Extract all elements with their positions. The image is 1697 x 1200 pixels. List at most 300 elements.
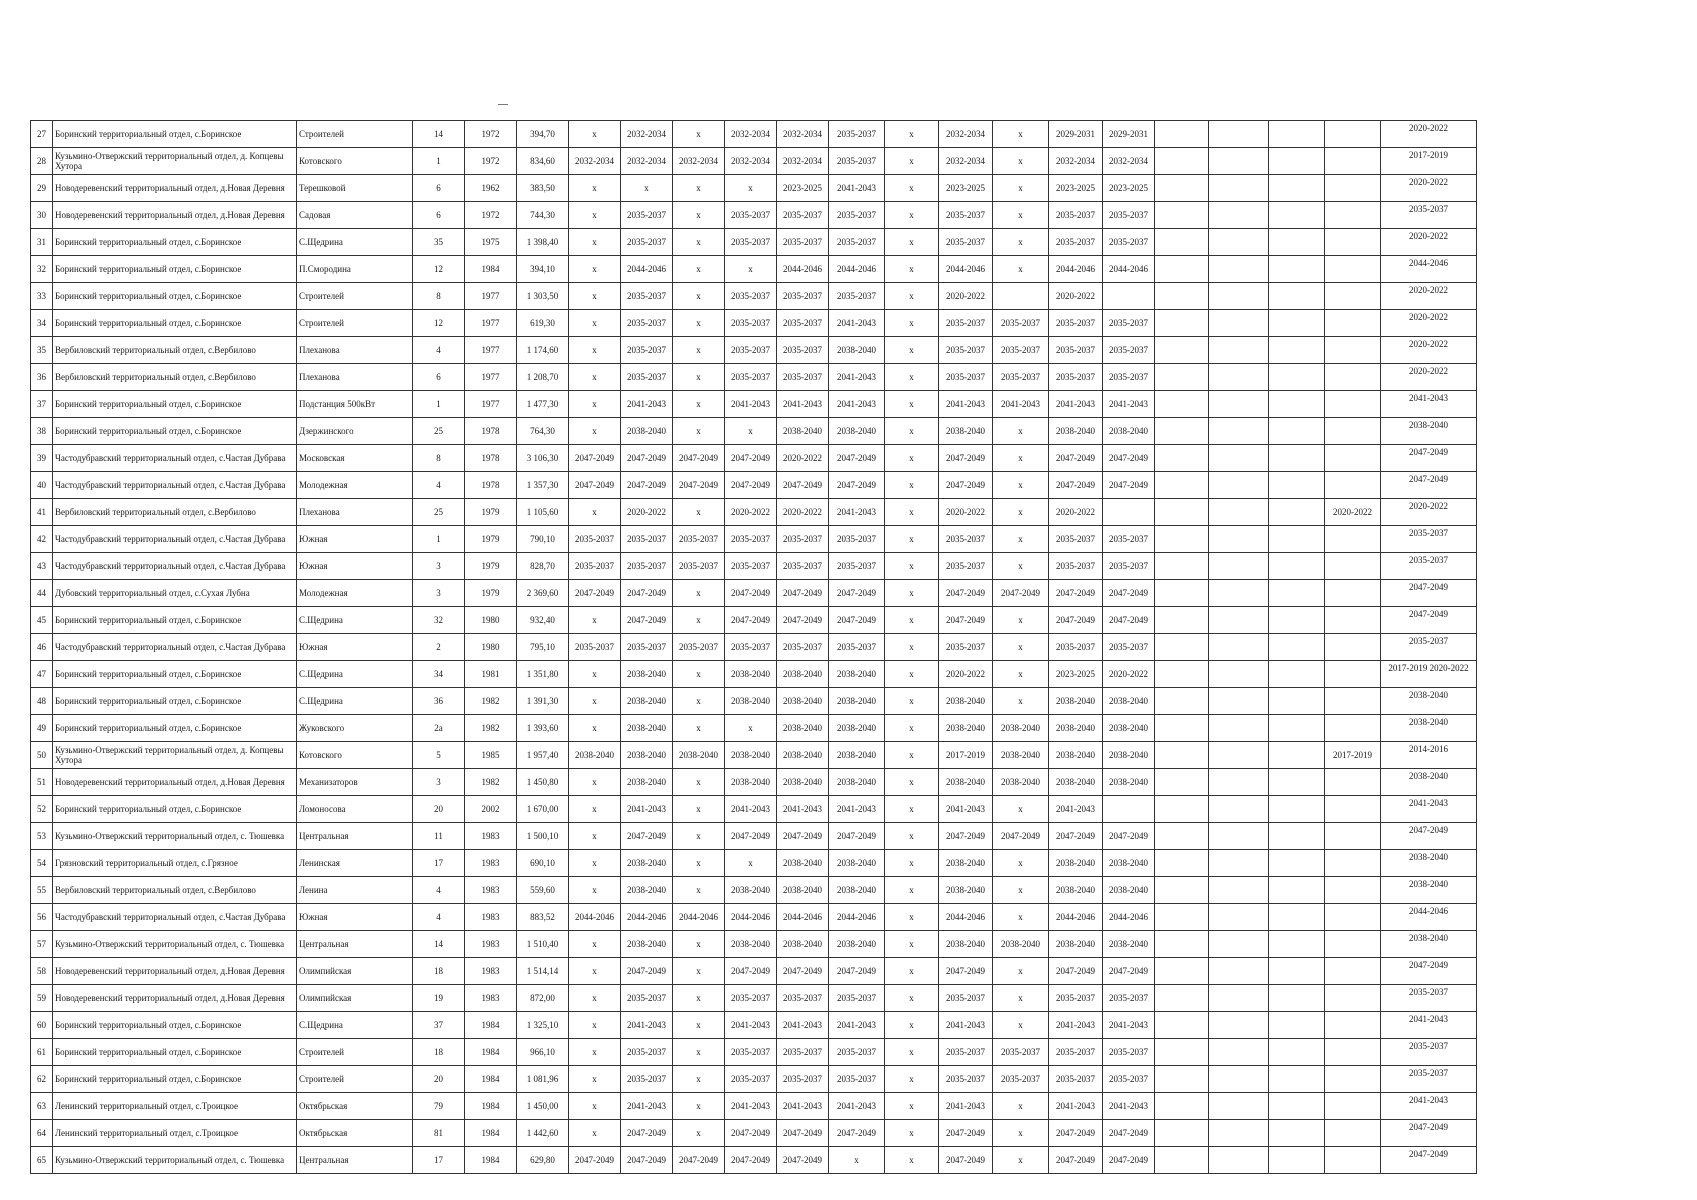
table-cell: Молодежная [297,580,413,607]
table-cell: х [885,1147,939,1174]
table-cell: 2035-2037 [569,526,621,553]
table-cell: 2035-2037 [1049,1066,1103,1093]
table-cell: 2041-2043 [829,499,885,526]
table-cell: 59 [31,985,53,1012]
table-cell: 25 [413,418,465,445]
table-row [31,985,1477,1012]
table-cell [1269,391,1325,418]
table-cell: 35 [31,337,53,364]
table-cell [1209,958,1269,985]
table-cell [1209,256,1269,283]
table-cell: 2038-2040 [1049,418,1103,445]
table-cell: 2035-2037 [621,310,673,337]
table-cell: х [569,310,621,337]
table-row [31,850,1477,877]
table-cell: 2038-2040 [1049,850,1103,877]
table-cell: х [885,1093,939,1120]
table-cell: 2047-2049 [1381,1120,1477,1147]
table-cell: Ленинский территориальный отдел, с.Троицкое [53,1120,297,1147]
table-cell: х [673,229,725,256]
table-cell: х [885,1039,939,1066]
table-cell: 2044-2046 [725,904,777,931]
table-cell: 2038-2040 [1381,688,1477,715]
table-cell: 50 [31,742,53,769]
table-cell: 2032-2034 [673,148,725,175]
table-cell: 2044-2046 [777,904,829,931]
table-cell [1325,769,1381,796]
table-cell: х [673,337,725,364]
table-cell: 2020-2022 [1381,175,1477,202]
table-cell: 20 [413,796,465,823]
table-cell: Боринский территориальный отдел, с.Боринское [53,418,297,445]
table-cell: 2023-2025 [939,175,993,202]
table-cell: 34 [31,310,53,337]
table-cell: 2020-2022 [1381,499,1477,526]
table-cell [1155,607,1209,634]
table-cell [1155,823,1209,850]
table-cell: Кузьмино-Отвержский территориальный отдел, с. Тюшевка [53,1147,297,1174]
table-cell: 2047-2049 [725,958,777,985]
table-cell [1325,931,1381,958]
table-cell: 2035-2037 [777,310,829,337]
table-cell: 1 957,40 [517,742,569,769]
table-cell: 2044-2046 [939,256,993,283]
table-cell: 2044-2046 [1049,256,1103,283]
table-cell: 2047-2049 [569,580,621,607]
table-cell: 1984 [465,1012,517,1039]
table-cell: Боринский территориальный отдел, с.Боринское [53,607,297,634]
table-cell: Боринский территориальный отдел, с.Боринское [53,688,297,715]
table-cell: х [993,526,1049,553]
table-cell: Частодубравский территориальный отдел, с.Частая Дубрава [53,553,297,580]
table-cell [1155,364,1209,391]
table-cell: х [885,877,939,904]
table-cell: 2035-2037 [621,202,673,229]
table-cell: 2041-2043 [1049,1012,1103,1039]
table-cell: 2035-2037 [725,526,777,553]
table-cell: 2047-2049 [621,472,673,499]
table-cell: Боринский территориальный отдел, с.Боринское [53,1066,297,1093]
table-cell: 2047-2049 [621,607,673,634]
table-cell [1325,283,1381,310]
table-cell: 2038-2040 [1103,742,1155,769]
table-cell: 2047-2049 [1049,1147,1103,1174]
table-cell [1155,229,1209,256]
table-cell: 2032-2034 [777,148,829,175]
table-cell: 5 [413,742,465,769]
table-cell: 2035-2037 [939,364,993,391]
table-row [31,310,1477,337]
table-cell: 2035-2037 [621,229,673,256]
table-cell: х [885,634,939,661]
table-cell: х [993,1120,1049,1147]
table-cell [1155,472,1209,499]
table-cell [1325,553,1381,580]
table-cell: 2032-2034 [777,121,829,148]
table-cell: 1983 [465,931,517,958]
table-cell: Частодубравский территориальный отдел, с.Частая Дубрава [53,445,297,472]
table-cell: х [725,715,777,742]
table-cell: 1982 [465,688,517,715]
table-cell: 2017-2019 [939,742,993,769]
table-row [31,1120,1477,1147]
table-cell: 2035-2037 [725,634,777,661]
table-cell: 2047-2049 [829,580,885,607]
table-cell: 1977 [465,310,517,337]
table-cell: 1 477,30 [517,391,569,418]
table-cell: 2038-2040 [673,742,725,769]
table-cell: 1984 [465,1039,517,1066]
table-cell: 2047-2049 [1049,580,1103,607]
scan-mark [498,104,508,105]
table-cell: 2047-2049 [939,607,993,634]
table-cell: Южная [297,904,413,931]
table-cell: 2035-2037 [1103,526,1155,553]
table-cell: 2041-2043 [777,796,829,823]
table-cell: 1972 [465,202,517,229]
table-cell: 1 450,00 [517,1093,569,1120]
table-cell: 2047-2049 [1381,445,1477,472]
table-cell: х [993,472,1049,499]
table-cell: х [885,985,939,1012]
table-cell: 2038-2040 [621,931,673,958]
table-row [31,1147,1477,1174]
table-cell: 2035-2037 [1103,634,1155,661]
table-cell: 2044-2046 [1103,256,1155,283]
table-cell: 1972 [465,121,517,148]
table-cell: 2038-2040 [1103,931,1155,958]
table-cell: 1 450,80 [517,769,569,796]
table-cell: 2002 [465,796,517,823]
table-cell: 2038-2040 [777,688,829,715]
table-cell: 764,30 [517,418,569,445]
table-cell: 2041-2043 [621,391,673,418]
table-cell [1155,283,1209,310]
table-cell: 17 [413,1147,465,1174]
table-cell: 2038-2040 [777,931,829,958]
table-cell: Строителей [297,1039,413,1066]
table-cell: 2038-2040 [725,877,777,904]
table-cell [1325,148,1381,175]
table-cell: х [569,931,621,958]
table-cell [1209,877,1269,904]
table-cell: Октябрьская [297,1120,413,1147]
table-cell: С.Щедрина [297,607,413,634]
table-cell: 2035-2037 [725,310,777,337]
table-cell: 2035-2037 [621,1039,673,1066]
table-cell: х [569,1120,621,1147]
table-cell: 2038-2040 [621,850,673,877]
table-cell: 2047-2049 [725,580,777,607]
table-cell: 2035-2037 [1381,526,1477,553]
table-cell: х [885,202,939,229]
table-cell: 2038-2040 [1381,850,1477,877]
table-cell [1209,283,1269,310]
table-cell: 4 [413,337,465,364]
table-cell: 2020-2022 [1381,310,1477,337]
table-cell: х [885,229,939,256]
table-cell: 2038-2040 [1103,850,1155,877]
table-cell: Новодеревенский территориальный отдел, д.Новая Деревня [53,175,297,202]
table-cell: Московская [297,445,413,472]
table-cell: 2035-2037 [1103,202,1155,229]
table-cell: 2035-2037 [1103,229,1155,256]
table-cell: 2038-2040 [1049,877,1103,904]
table-cell: 1984 [465,1147,517,1174]
table-cell: х [569,337,621,364]
table-cell [1155,715,1209,742]
table-cell [1269,1120,1325,1147]
table-cell: 2035-2037 [939,553,993,580]
table-cell: х [569,1012,621,1039]
table-cell: 29 [31,175,53,202]
table-cell: х [993,688,1049,715]
table-cell: 2020-2022 [777,445,829,472]
table-cell [1155,1120,1209,1147]
table-cell: х [885,337,939,364]
table-cell [1269,256,1325,283]
table-cell: 1 391,30 [517,688,569,715]
table-cell: 40 [31,472,53,499]
table-cell: 2020-2022 [1325,499,1381,526]
table-cell: 2035-2037 [1103,1039,1155,1066]
table-cell: Южная [297,553,413,580]
table-cell: 39 [31,445,53,472]
table-cell: х [569,985,621,1012]
table-cell: х [673,256,725,283]
table-cell: 2038-2040 [939,931,993,958]
table-cell: 2047-2049 [621,1147,673,1174]
table-cell: 2041-2043 [939,1012,993,1039]
table-cell: 1 500,10 [517,823,569,850]
table-cell: Ломоносова [297,796,413,823]
table-cell: Частодубравский территориальный отдел, с.Частая Дубрава [53,526,297,553]
table-cell: 17 [413,850,465,877]
table-cell: Дубовский территориальный отдел, с.Сухая Лубна [53,580,297,607]
table-cell: 2047-2049 [829,823,885,850]
table-cell [1325,175,1381,202]
table-cell: 2035-2037 [621,553,673,580]
table-cell: 2038-2040 [1381,715,1477,742]
table-cell: 1972 [465,148,517,175]
table-cell: 2038-2040 [829,850,885,877]
table-cell [1209,553,1269,580]
table-cell: 2035-2037 [939,1066,993,1093]
table-cell [1269,823,1325,850]
table-cell: 2038-2040 [1381,418,1477,445]
table-cell [1269,985,1325,1012]
table-cell: Строителей [297,310,413,337]
table-cell: 2035-2037 [777,202,829,229]
table-cell: 3 [413,580,465,607]
table-cell: 2041-2043 [1381,391,1477,418]
table-cell [1209,445,1269,472]
table-cell [1209,499,1269,526]
table-cell: 2047-2049 [777,580,829,607]
table-cell [1103,796,1155,823]
table-cell: 2047-2049 [673,445,725,472]
table-cell: Ленина [297,877,413,904]
table-cell: х [885,904,939,931]
table-cell [1269,958,1325,985]
table-cell: 1984 [465,1066,517,1093]
table-cell: 2047-2049 [1049,823,1103,850]
table-cell [1209,634,1269,661]
table-cell: 2017-2019 [1325,742,1381,769]
table-cell: 2035-2037 [1049,202,1103,229]
table-cell: Боринский территориальный отдел, с.Боринское [53,283,297,310]
table-cell: 2038-2040 [725,661,777,688]
table-cell [1155,634,1209,661]
table-cell: 36 [413,688,465,715]
table-cell: 1 510,40 [517,931,569,958]
table-cell: 1979 [465,526,517,553]
table-cell [1269,1147,1325,1174]
table-cell: 38 [31,418,53,445]
table-cell: 37 [413,1012,465,1039]
table-cell: 2047-2049 [1381,580,1477,607]
table-cell [1325,1066,1381,1093]
table-cell: 2035-2037 [1049,1039,1103,1066]
table-cell: 2038-2040 [829,715,885,742]
table-cell: 2047-2049 [725,1120,777,1147]
table-cell: х [673,1093,725,1120]
table-cell: 2035-2037 [1381,553,1477,580]
table-cell: 2047-2049 [939,958,993,985]
table-cell: Молодежная [297,472,413,499]
table-cell: 2035-2037 [621,526,673,553]
table-cell: 2041-2043 [1381,1012,1477,1039]
table-row [31,823,1477,850]
table-cell: х [993,121,1049,148]
table-cell: 2017-2019 2020-2022 [1381,661,1477,688]
table-cell: х [993,175,1049,202]
table-cell: 2035-2037 [621,364,673,391]
table-cell: х [885,553,939,580]
table-cell: 2029-2031 [1103,121,1155,148]
table-cell: Новодеревенский территориальный отдел, д.Новая Деревня [53,958,297,985]
table-cell: 2014-2016 [1381,742,1477,769]
table-cell [1155,580,1209,607]
table-cell [1155,661,1209,688]
table-cell: 2038-2040 [621,715,673,742]
table-cell: 629,80 [517,1147,569,1174]
table-cell: х [993,796,1049,823]
table-cell: 2023-2025 [1049,175,1103,202]
table-cell: х [673,931,725,958]
table-cell: 58 [31,958,53,985]
table-cell: 2047-2049 [1103,823,1155,850]
table-cell: 932,40 [517,607,569,634]
table-cell: 2044-2046 [621,904,673,931]
table-cell: С.Щедрина [297,661,413,688]
table-cell: 2035-2037 [673,526,725,553]
table-cell: 2038-2040 [777,661,829,688]
table-row [31,175,1477,202]
table-cell: х [569,175,621,202]
table-cell: х [993,148,1049,175]
table-cell: 1982 [465,715,517,742]
table-cell: 2038-2040 [725,931,777,958]
table-cell: 2020-2022 [1381,121,1477,148]
table-cell [1325,391,1381,418]
table-cell: Боринский территориальный отдел, с.Боринское [53,229,297,256]
table-cell: х [885,148,939,175]
table-cell [1155,391,1209,418]
table-cell: х [673,499,725,526]
table-cell [1209,472,1269,499]
table-cell: х [569,391,621,418]
table-cell: 1977 [465,391,517,418]
table-cell: Терешковой [297,175,413,202]
table-cell: 2038-2040 [777,418,829,445]
table-cell [1269,445,1325,472]
table-cell: 2035-2037 [829,121,885,148]
table-cell: 41 [31,499,53,526]
table-cell: х [673,688,725,715]
table-cell: 81 [413,1120,465,1147]
table-cell [1155,499,1209,526]
table-cell: Вербиловский территориальный отдел, с.Вербилово [53,337,297,364]
table-cell: х [673,769,725,796]
table-cell: 20 [413,1066,465,1093]
table-cell: х [885,472,939,499]
table-cell: х [569,283,621,310]
table-cell [1155,256,1209,283]
table-cell: 2035-2037 [777,553,829,580]
table-cell: 2047-2049 [993,580,1049,607]
table-cell [1269,1039,1325,1066]
table-cell: 6 [413,364,465,391]
table-cell: 2038-2040 [1049,931,1103,958]
table-cell: 966,10 [517,1039,569,1066]
table-cell: 2035-2037 [939,229,993,256]
table-cell: х [569,121,621,148]
table-cell: 2047-2049 [725,823,777,850]
table-cell: 2047-2049 [569,445,621,472]
table-cell: 1984 [465,1093,517,1120]
table-cell: 2035-2037 [725,202,777,229]
table-row [31,958,1477,985]
table-cell: х [885,580,939,607]
table-cell: 2041-2043 [1049,1093,1103,1120]
table-cell: х [569,823,621,850]
table-cell: 2038-2040 [621,688,673,715]
table-cell: 62 [31,1066,53,1093]
table-cell: 2047-2049 [1049,472,1103,499]
table-cell: 4 [413,877,465,904]
table-cell [1269,364,1325,391]
table-cell: 2041-2043 [1103,391,1155,418]
table-cell: 619,30 [517,310,569,337]
table-cell [1155,337,1209,364]
table-cell: х [673,715,725,742]
table-cell: 2047-2049 [939,445,993,472]
table-cell [1269,796,1325,823]
table-cell: 2035-2037 [829,634,885,661]
table-cell: 2047-2049 [1103,1147,1155,1174]
table-cell: 2038-2040 [1103,418,1155,445]
table-cell: 2035-2037 [777,1066,829,1093]
table-cell: 3 [413,769,465,796]
table-cell: 2047-2049 [829,445,885,472]
table-cell: 834,60 [517,148,569,175]
table-cell [1209,1039,1269,1066]
table-cell [1269,634,1325,661]
table-cell [1209,1093,1269,1120]
table-cell: х [673,1039,725,1066]
table-cell: 2044-2046 [673,904,725,931]
